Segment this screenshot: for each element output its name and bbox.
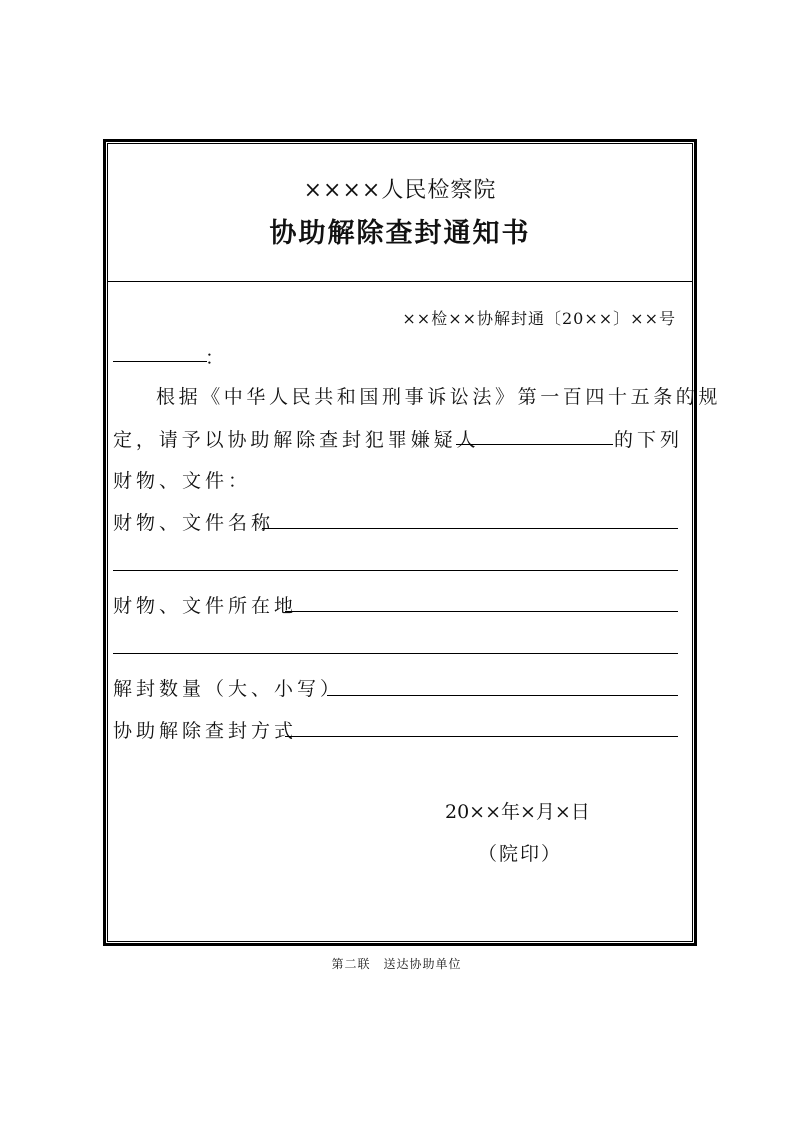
document-number: ××检××协解封通〔20××〕××号 — [402, 309, 676, 328]
paragraph-line-1: 根据《中华人民共和国刑事诉讼法》第一百四十五条的规 — [156, 386, 722, 408]
item-name-blank-2[interactable] — [113, 570, 678, 571]
item-location-blank-2[interactable] — [113, 653, 678, 654]
method-label: 协助解除查封方式 — [113, 720, 298, 742]
paragraph-line-2-prefix: 定，请予以协助解除查封犯罪嫌疑人 — [113, 429, 480, 451]
item-name-label: 财物、文件名称 — [113, 512, 275, 534]
copy-footer: 第二联 送达协助单位 — [331, 957, 462, 971]
item-location-label: 财物、文件所在地 — [113, 595, 298, 617]
item-location-blank[interactable] — [285, 611, 678, 612]
quantity-label: 解封数量（大、小写） — [113, 678, 344, 700]
addressee-colon: ： — [205, 347, 229, 369]
paragraph-line-3: 财物、文件： — [113, 470, 252, 492]
issue-date: 20××年×月×日 — [445, 801, 590, 823]
form-inner-border — [107, 143, 693, 942]
addressee-blank[interactable] — [113, 361, 207, 362]
quantity-blank[interactable] — [327, 695, 678, 696]
method-blank[interactable] — [285, 736, 678, 737]
suspect-name-blank[interactable] — [456, 444, 613, 445]
procuratorate-name: ××××人民检察院 — [303, 178, 497, 203]
court-seal: （院印） — [478, 843, 563, 865]
paragraph-line-2-suffix: 的下列 — [614, 429, 684, 451]
item-name-blank[interactable] — [262, 528, 678, 529]
header-divider — [107, 281, 693, 282]
document-title: 协助解除查封通知书 — [269, 218, 531, 249]
